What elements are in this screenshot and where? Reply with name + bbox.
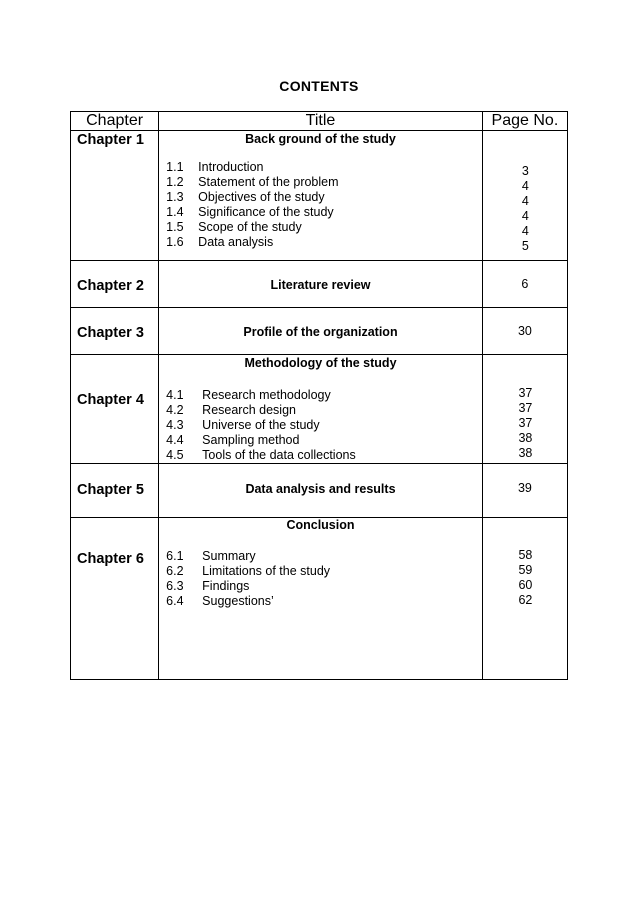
- list-item: 6.3 Findings: [166, 579, 250, 593]
- contents-heading: CONTENTS: [279, 78, 359, 94]
- chapter-1-pages: [483, 164, 567, 254]
- page-number: 37: [518, 416, 533, 430]
- chapter-3-row: [71, 308, 568, 355]
- list-item: 1.5 Scope of the study: [166, 220, 302, 234]
- chapter-2-row: [71, 261, 568, 308]
- list-item: 4.4 Sampling method: [166, 433, 300, 447]
- page-number: 3: [521, 164, 529, 178]
- list-item: 1.3 Objectives of the study: [166, 190, 325, 204]
- chapter-5-label: Chapter 5: [77, 482, 144, 498]
- list-item: 1.2 Statement of the problem: [166, 175, 339, 189]
- page-number: 4: [521, 179, 529, 193]
- chapter-6-row: [71, 518, 568, 680]
- chapter-4-pages: [483, 386, 567, 461]
- page-number: 37: [518, 401, 533, 415]
- list-item: 4.3 Universe of the study: [166, 418, 320, 432]
- chapter-3-title: Profile of the organization: [243, 325, 398, 339]
- contents-table: [70, 111, 568, 680]
- header-title: Title: [159, 112, 483, 131]
- chapter-1-row: [71, 131, 568, 261]
- chapter-5-title: Data analysis and results: [245, 482, 396, 496]
- chapter-6-pages: [483, 548, 567, 608]
- list-item: 4.2 Research design: [166, 403, 296, 417]
- list-item: 1.6 Data analysis: [166, 235, 274, 249]
- chapter-4-items: [159, 388, 482, 463]
- chapter-6-items: [159, 549, 482, 609]
- chapter-6-title: Conclusion: [286, 518, 355, 532]
- page-number: 4: [521, 224, 529, 238]
- chapter-1-title: Back ground of the study: [245, 132, 396, 146]
- list-item: 1.1 Introduction: [166, 160, 264, 174]
- table-header-row: [71, 112, 568, 131]
- chapter-4-title: Methodology of the study: [244, 356, 397, 370]
- list-item: 6.4 Suggestions’: [166, 594, 274, 608]
- page-number: 59: [518, 563, 533, 577]
- chapter-3-label: Chapter 3: [77, 325, 144, 341]
- chapter-5-row: [71, 464, 568, 518]
- page-number: 62: [518, 593, 533, 607]
- page-number: 5: [521, 239, 529, 253]
- list-item: 1.4 Significance of the study: [166, 205, 334, 219]
- chapter-4-row: [71, 355, 568, 464]
- chapter-4-label: Chapter 4: [77, 392, 144, 408]
- chapter-3-page: 30: [517, 324, 532, 338]
- page-number: 38: [518, 446, 533, 460]
- chapter-1-items: [159, 160, 482, 250]
- chapter-1-label: Chapter 1: [77, 132, 144, 148]
- page-number: 60: [518, 578, 533, 592]
- page-number: 38: [518, 431, 533, 445]
- list-item: 4.5 Tools of the data collections: [166, 448, 356, 462]
- page-number: 4: [521, 194, 529, 208]
- chapter-5-page: 39: [517, 481, 532, 495]
- header-page-no: Page No.: [482, 112, 567, 131]
- chapter-2-label: Chapter 2: [77, 278, 144, 294]
- page-number: 37: [518, 386, 533, 400]
- list-item: 6.1 Summary: [166, 549, 256, 563]
- chapter-2-title: Literature review: [270, 278, 371, 292]
- header-chapter: Chapter: [71, 112, 159, 131]
- page-number: 4: [521, 209, 529, 223]
- chapter-6-label: Chapter 6: [77, 551, 144, 567]
- list-item: 6.2 Limitations of the study: [166, 564, 331, 578]
- chapter-2-page: 6: [521, 277, 529, 291]
- page-number: 58: [518, 548, 533, 562]
- list-item: 4.1 Research methodology: [166, 388, 331, 402]
